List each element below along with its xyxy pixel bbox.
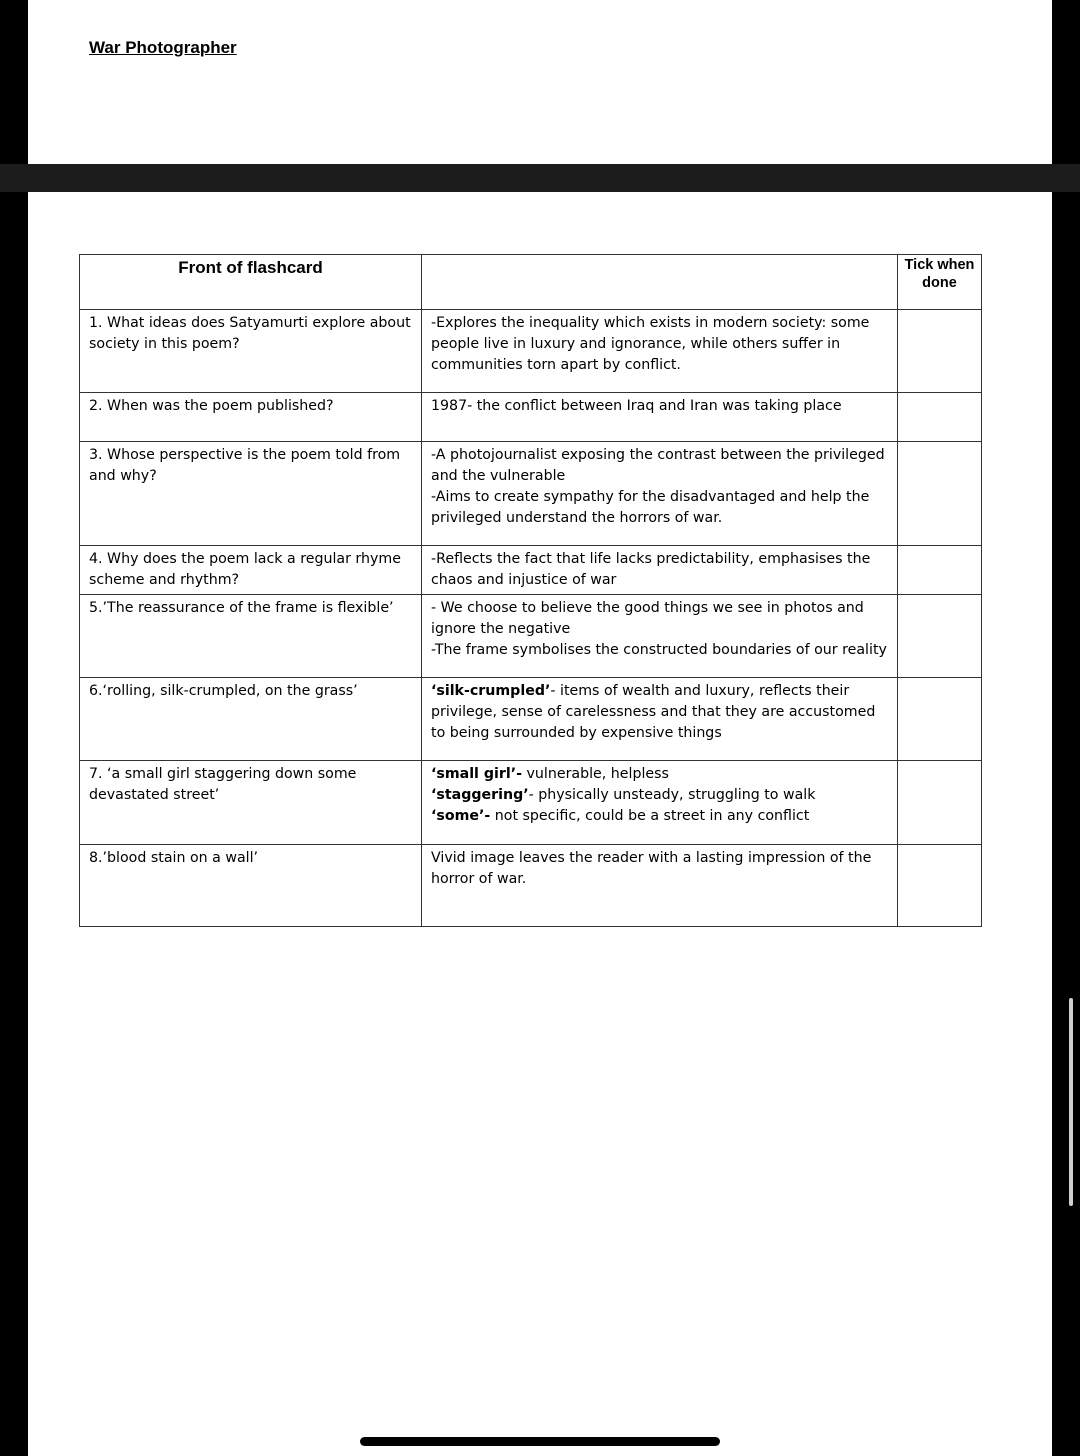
flashcard-back xyxy=(422,393,898,442)
answer-line xyxy=(431,313,888,376)
flashcard-back xyxy=(422,310,898,393)
answer-text: -Explores the inequality which exists in modern society: some people live in luxury and ignorance, while others suffer in communities torn apart by conflict. xyxy=(431,315,870,373)
table-row xyxy=(80,678,982,761)
flashcard-front: 5.’The reassurance of the frame is flexible’ xyxy=(80,595,422,678)
flashcard-front: 4. Why does the poem lack a regular rhyme scheme and rhythm? xyxy=(80,546,422,595)
table-row xyxy=(80,845,982,927)
table-row xyxy=(80,546,982,595)
answer-text: -The frame symbolises the constructed boundaries of our reality xyxy=(431,642,887,658)
flashcard-rows xyxy=(80,310,982,927)
flashcard-back xyxy=(422,546,898,595)
flashcard-front: 3. Whose perspective is the poem told from and why? xyxy=(80,442,422,546)
page-main xyxy=(28,192,1052,1456)
scrollbar[interactable] xyxy=(1069,998,1073,1206)
answer-text: -Aims to create sympathy for the disadvantaged and help the privileged understand the horrors of war. xyxy=(431,489,870,526)
tick-box[interactable] xyxy=(898,393,982,442)
answer-text: Vivid image leaves the reader with a lasting impression of the horror of war. xyxy=(431,850,872,887)
key-quote: ‘small girl’- xyxy=(431,766,523,782)
answer-text: - items of wealth and luxury, reflects their privilege, sense of carelessness and that they are accustomed to being surrounded by expensive things xyxy=(431,683,876,741)
table-row xyxy=(80,393,982,442)
answer-text: not specific, could be a street in any conflict xyxy=(490,808,810,824)
flashcard-front: 2. When was the poem published? xyxy=(80,393,422,442)
tick-box[interactable] xyxy=(898,678,982,761)
tick-box[interactable] xyxy=(898,310,982,393)
tick-box[interactable] xyxy=(898,761,982,845)
answer-line xyxy=(431,764,888,785)
answer-text: -A photojournalist exposing the contrast between the privileged and the vulnerable xyxy=(431,447,885,484)
tick-box[interactable] xyxy=(898,442,982,546)
table-row xyxy=(80,761,982,845)
key-quote: ‘some’- xyxy=(431,808,491,824)
answer-text: vulnerable, helpless xyxy=(522,766,669,782)
answer-line xyxy=(431,549,888,591)
header-row xyxy=(80,255,982,310)
tick-box[interactable] xyxy=(898,845,982,927)
page-gap xyxy=(0,164,1080,192)
answer-line xyxy=(431,396,888,417)
answer-text: 1987- the conflict between Iraq and Iran was taking place xyxy=(431,398,842,414)
key-quote: ‘silk-crumpled’ xyxy=(431,683,551,699)
key-quote: ‘staggering’ xyxy=(431,787,529,803)
tick-box[interactable] xyxy=(898,546,982,595)
answer-line xyxy=(431,848,888,890)
answer-line xyxy=(431,806,888,827)
home-indicator xyxy=(360,1437,720,1446)
tick-box[interactable] xyxy=(898,595,982,678)
table-row xyxy=(80,442,982,546)
answer-line xyxy=(431,681,888,744)
header-back xyxy=(422,255,898,310)
flashcard-front: 7. ‘a small girl staggering down some devastated street’ xyxy=(80,761,422,845)
answer-line xyxy=(431,445,888,487)
answer-text: -Reflects the fact that life lacks predictability, emphasises the chaos and injustice of war xyxy=(431,551,871,588)
flashcard-front: 6.‘rolling, silk-crumpled, on the grass’ xyxy=(80,678,422,761)
flashcard-back xyxy=(422,442,898,546)
answer-text: - physically unsteady, struggling to walk xyxy=(528,787,816,803)
flashcard-back xyxy=(422,845,898,927)
flashcard-back xyxy=(422,595,898,678)
flashcard-front: 8.’blood stain on a wall’ xyxy=(80,845,422,927)
flashcard-front: 1. What ideas does Satyamurti explore about society in this poem? xyxy=(80,310,422,393)
flashcard-table xyxy=(79,254,982,927)
document-title: War Photographer xyxy=(89,38,237,57)
table-row xyxy=(80,310,982,393)
answer-line xyxy=(431,785,888,806)
page-top xyxy=(28,0,1052,164)
header-front: Front of flashcard xyxy=(80,255,422,310)
answer-line xyxy=(431,487,888,529)
answer-line xyxy=(431,598,888,640)
flashcard-back xyxy=(422,761,898,845)
answer-text: - We choose to believe the good things we see in photos and ignore the negative xyxy=(431,600,864,637)
answer-line xyxy=(431,640,888,661)
table-row xyxy=(80,595,982,678)
header-tick: Tick when done xyxy=(898,255,982,310)
flashcard-back xyxy=(422,678,898,761)
